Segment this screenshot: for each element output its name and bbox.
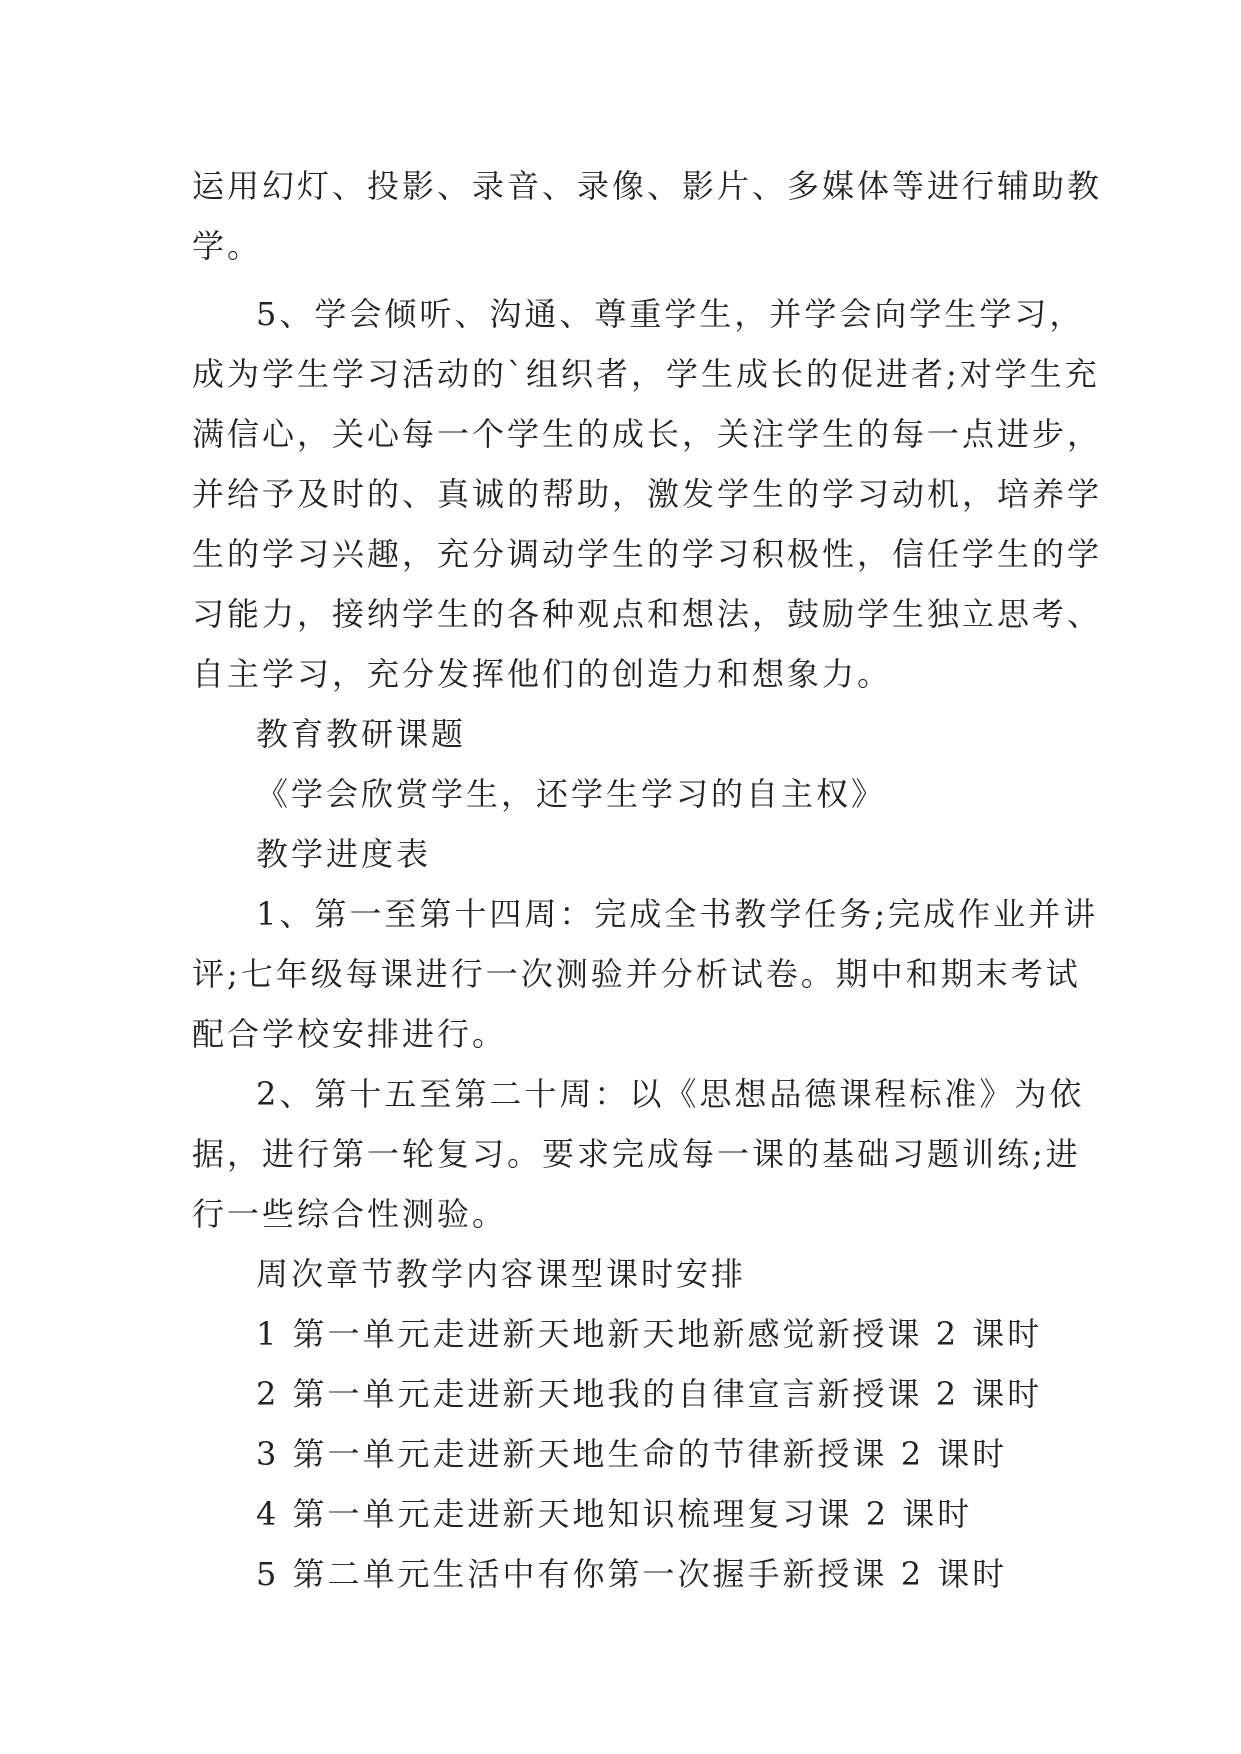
paragraph-line: 满信心，关心每一个学生的成长，关注学生的每一点进步， xyxy=(192,415,1103,453)
schedule-row: 4 第一单元走进新天地知识梳理复习课 2 课时 xyxy=(256,1495,973,1533)
research-topic-title: 《学会欣赏学生，还学生学习的自主权》 xyxy=(256,775,887,813)
paragraph-line: 5、学会倾听、沟通、尊重学生，并学会向学生学习， xyxy=(256,295,1085,333)
paragraph-line: 自主学习，充分发挥他们的创造力和想象力。 xyxy=(192,655,893,693)
paragraph-line: 2、第十五至第二十周：以《思想品德课程标准》为依 xyxy=(256,1075,1085,1113)
section-heading: 教学进度表 xyxy=(256,835,432,873)
paragraph-line: 据，进行第一轮复习。要求完成每一课的基础习题训练;进 xyxy=(192,1135,1081,1173)
paragraph-line: 评;七年级每课进行一次测验并分析试卷。期中和期末考试 xyxy=(192,955,1081,993)
paragraph-line: 运用幻灯、投影、录音、录像、影片、多媒体等进行辅助教 xyxy=(192,167,1103,205)
paragraph-line: 生的学习兴趣，充分调动学生的学习积极性，信任学生的学 xyxy=(192,535,1103,573)
paragraph-line: 学。 xyxy=(192,227,263,265)
schedule-row: 5 第二单元生活中有你第一次握手新授课 2 课时 xyxy=(256,1555,1008,1593)
schedule-row: 2 第一单元走进新天地我的自律宣言新授课 2 课时 xyxy=(256,1375,1043,1413)
paragraph-line: 配合学校安排进行。 xyxy=(192,1015,508,1053)
section-heading: 教育教研课题 xyxy=(256,715,467,753)
paragraph-line: 并给予及时的、真诚的帮助，激发学生的学习动机，培养学 xyxy=(192,475,1103,513)
paragraph-line: 习能力，接纳学生的各种观点和想法，鼓励学生独立思考、 xyxy=(192,595,1103,633)
paragraph-line: 1、第一至第十四周：完成全书教学任务;完成作业并讲 xyxy=(256,895,1099,933)
paragraph-line: 行一些综合性测验。 xyxy=(192,1195,508,1233)
schedule-row: 3 第一单元走进新天地生命的节律新授课 2 课时 xyxy=(256,1435,1008,1473)
schedule-header: 周次章节教学内容课型课时安排 xyxy=(256,1255,747,1293)
document-body xyxy=(192,156,1103,1604)
paragraph-line: 成为学生学习活动的`组织者，学生成长的促进者;对学生充 xyxy=(192,355,1100,393)
schedule-row: 1 第一单元走进新天地新天地新感觉新授课 2 课时 xyxy=(256,1315,1043,1353)
